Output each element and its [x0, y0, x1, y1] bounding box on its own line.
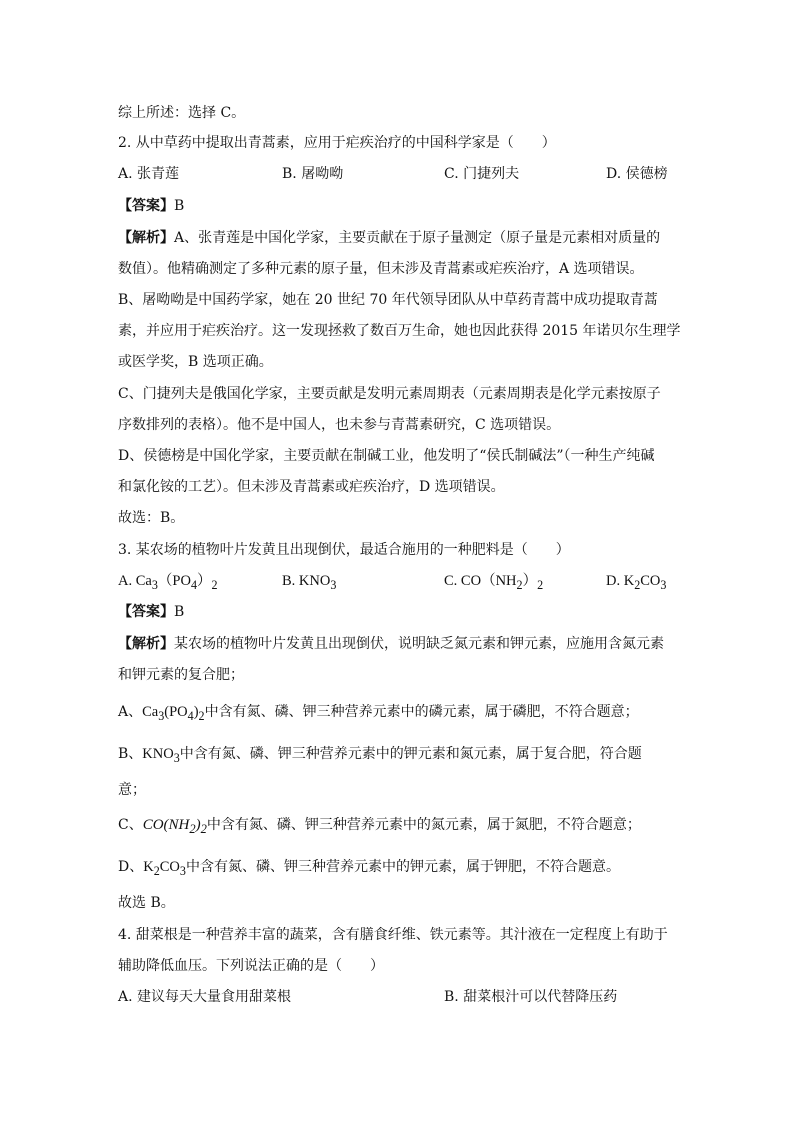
- q2-option-c: C. 门捷列夫: [444, 166, 520, 182]
- answer-value: B: [174, 604, 185, 620]
- q3-item-a: A、$Ca_3(PO_4)_2$中含有氮、磷、钾三种营养元素中的磷元素，属于磷肥，不符合题意；: [118, 704, 639, 723]
- q3-analysis-line: 【解析】某农场的植物叶片发黄且出现倒伏，说明缺乏氮元素和钾元素，应施用含氮元素: [118, 636, 664, 652]
- q2-stem: 2. 从中草药中提取出青蒿素，应用于疟疾治疗的中国科学家是（ ）: [118, 135, 556, 151]
- formula-co-nh2-2: $CO(NH_2)_2$: [142, 817, 207, 836]
- q2-analysis-line: C、门捷列夫是俄国化学家，主要贡献是发明元素周期表（元素周期表是化学元素按原子: [118, 386, 661, 402]
- answer-tag: 【答案】: [118, 198, 174, 214]
- formula-k2co3: $K_2CO_3$: [143, 859, 186, 878]
- formula-kno3: $KNO_3$: [142, 746, 180, 765]
- q3-item-b: B、$KNO_3$中含有氮、磷、钾三种营养元素中的钾元素和氮元素，属于复合肥，符合题: [118, 746, 642, 765]
- q3-item-b-cont: 意；: [118, 782, 146, 798]
- answer-tag: 【答案】: [118, 604, 174, 620]
- q2-option-b: B. 屠呦呦: [282, 166, 344, 182]
- q2-analysis-line: 【解析】A、张青莲是中国化学家，主要贡献在于原子量测定（原子量是元素相对质量的: [118, 230, 661, 246]
- q3-item-d: D、$K_2CO_3$中含有氮、磷、钾三种营养元素中的钾元素，属于钾肥，不符合题意。: [118, 859, 620, 878]
- answer-value: B: [174, 198, 185, 214]
- q3-stem: 3. 某农场的植物叶片发黄且出现倒伏，最适合施用的一种肥料是（ ）: [118, 542, 570, 558]
- q4-stem-line1: 4. 甜菜根是一种营养丰富的蔬菜，含有膳食纤维、铁元素等。其汁液在一定程度上有助于: [118, 927, 668, 943]
- q3-option-b: B. $KNO_3$: [282, 573, 337, 592]
- q2-analysis-line: 素，并应用于疟疾治疗。这一发现拯救了数百万生命，她也因此获得 2015 年诺贝尔生理学: [118, 323, 681, 339]
- analysis-tag: 【解析】: [118, 230, 174, 246]
- formula-ca3po42: $Ca_3(PO_4)_2$: [142, 704, 205, 723]
- q2-answer: [118, 196, 184, 216]
- q2-analysis-line: B、屠呦呦是中国药学家，她在 20 世纪 70 年代领导团队从中草药青蒿中成功提取青蒿: [118, 292, 658, 308]
- q2-conclusion: 故选：B。: [118, 510, 185, 526]
- q2-analysis-line: 或医学奖，B 选项正确。: [118, 354, 273, 370]
- previous-conclusion: 综上所述：选择 C。: [118, 105, 246, 121]
- q2-analysis-line: 序数排列的表格）。他不是中国人，也未参与青蒿素研究，C 选项错误。: [118, 417, 561, 433]
- q4-option-a: A. 建议每天大量食用甜菜根: [118, 989, 292, 1005]
- q3-conclusion: 故选 B。: [118, 895, 175, 911]
- q2-analysis-line: 数值）。他精确测定了多种元素的原子量，但未涉及青蒿素或疟疾治疗，A 选项错误。: [118, 261, 644, 277]
- q2-analysis-line: 和氯化铵的工艺）。但未涉及青蒿素或疟疾治疗，D 选项错误。: [118, 479, 505, 495]
- analysis-tag: 【解析】: [118, 636, 174, 652]
- q3-option-d: D. $K_2CO_3$: [606, 573, 667, 592]
- q3-option-c: C. $CO(NH_2)_2$: [444, 573, 544, 592]
- q3-option-a: A. $Ca_3(PO_4)_2$: [118, 573, 218, 592]
- q2-option-a: A. 张青莲: [118, 166, 180, 182]
- q3-item-c: C、$CO(NH_2)_2$中含有氮、磷、钾三种营养元素中的氮元素，属于氮肥，不符合题意；: [118, 817, 641, 836]
- q2-option-d: D. 侯德榜: [606, 166, 668, 182]
- q4-option-b: B. 甜菜根汁可以代替降压药: [444, 989, 618, 1005]
- q2-analysis-line: D、侯德榜是中国化学家，主要贡献在制碱工业，他发明了“侯氏制碱法”（一种生产纯碱: [118, 448, 655, 464]
- q3-answer: [118, 602, 184, 622]
- q3-analysis-line: 和钾元素的复合肥；: [118, 667, 244, 683]
- q4-stem-line2: 辅助降低血压。下列说法正确的是（ ）: [118, 958, 384, 974]
